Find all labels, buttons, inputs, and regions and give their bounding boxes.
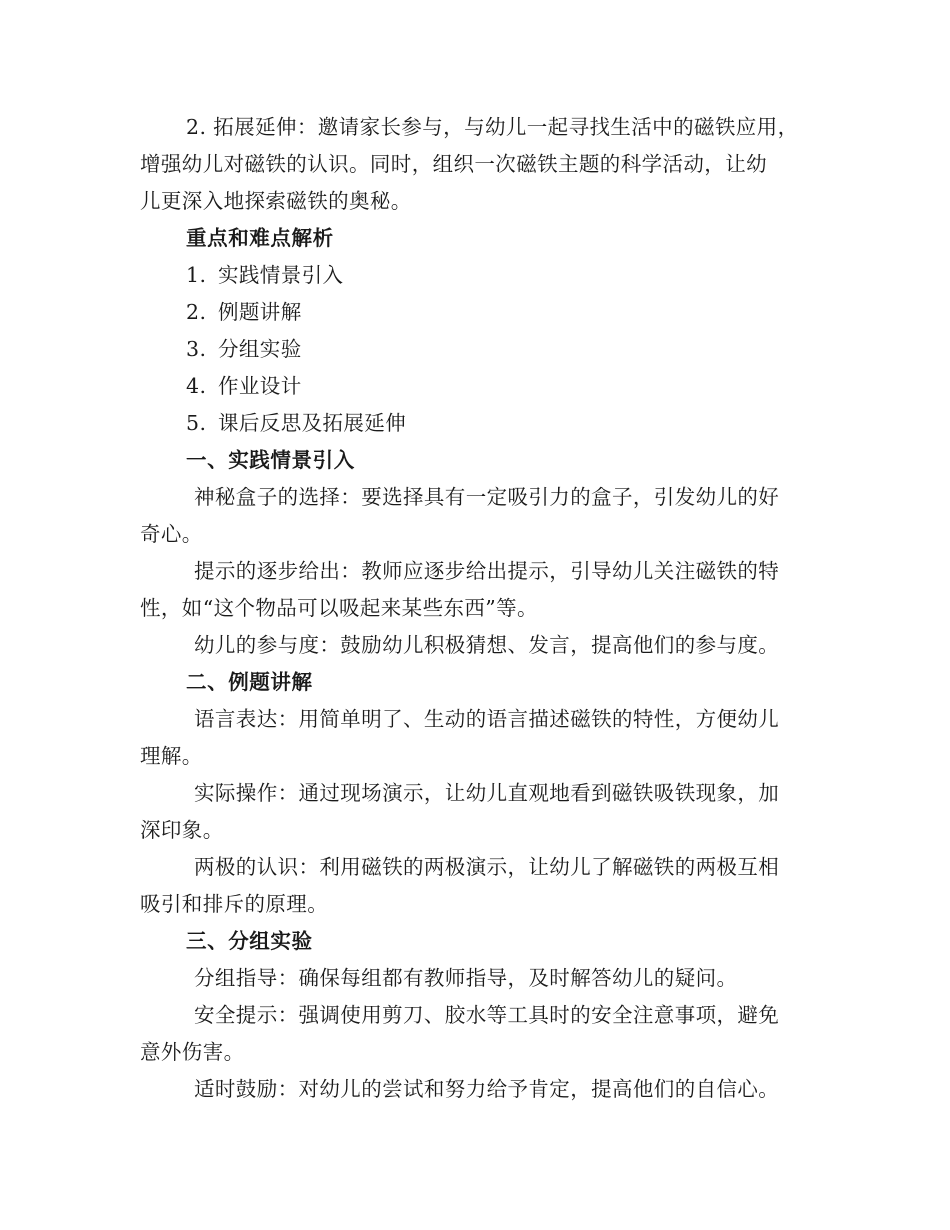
section-1-paragraph-1-line-1: 神秘盒子的选择：要选择具有一定吸引力的盒子，引发幼儿的好	[194, 485, 780, 509]
list-item-number: 5.	[186, 411, 207, 435]
list-item-text: 作业设计	[218, 374, 302, 398]
section-3-paragraph-1-line-1: 分组指导：确保每组都有教师指导，及时解答幼儿的疑问。	[194, 966, 738, 990]
list-item-number: 4.	[186, 374, 207, 398]
section-2-paragraph-3-line-2: 吸引和排斥的原理。	[140, 892, 329, 916]
list-item-text: 例题讲解	[218, 300, 302, 324]
section-2-paragraph-3-line-1: 两极的认识：利用磁铁的两极演示，让幼儿了解磁铁的两极互相	[194, 855, 780, 879]
list-item-number: 1.	[186, 263, 207, 287]
extension-line-1: 2. 拓展延伸：邀请家长参与，与幼儿一起寻找生活中的磁铁应用，	[186, 115, 799, 139]
section-1-paragraph-2-line-2: 性，如“这个物品可以吸起来某些东西”等。	[140, 596, 538, 620]
section-2-paragraph-2-line-2: 深印象。	[140, 818, 224, 842]
list-item-text: 实践情景引入	[218, 263, 344, 287]
section-2-paragraph-1-line-2: 理解。	[140, 744, 203, 768]
section-2-paragraph-2-line-1: 实际操作：通过现场演示，让幼儿直观地看到磁铁吸铁现象，加	[194, 781, 780, 805]
section-1-heading: 一、实践情景引入	[186, 448, 355, 472]
section-2-heading: 二、例题讲解	[186, 670, 313, 694]
section-1-paragraph-3-line-1: 幼儿的参与度：鼓励幼儿积极猜想、发言，提高他们的参与度。	[194, 633, 780, 657]
section-2-paragraph-1-line-1: 语言表达：用简单明了、生动的语言描述磁铁的特性，方便幼儿	[194, 707, 780, 731]
list-item	[186, 336, 302, 362]
section-3-heading: 三、分组实验	[186, 929, 313, 953]
section-3-paragraph-3-line-1: 适时鼓励：对幼儿的尝试和努力给予肯定，提高他们的自信心。	[194, 1077, 780, 1101]
list-item-text: 分组实验	[218, 337, 302, 361]
section-3-paragraph-2-line-1: 安全提示：强调使用剪刀、胶水等工具时的安全注意事项，避免	[194, 1003, 780, 1027]
section-1-paragraph-1-line-2: 奇心。	[140, 522, 203, 546]
section-3-paragraph-2-line-2: 意外伤害。	[140, 1040, 245, 1064]
list-item	[186, 410, 406, 436]
list-item-number: 3.	[186, 337, 207, 361]
analysis-title: 重点和难点解析	[186, 226, 334, 250]
list-item	[186, 262, 343, 288]
extension-line-3: 儿更深入地探索磁铁的奥秘。	[140, 189, 412, 213]
list-item	[186, 373, 302, 399]
list-item-text: 课后反思及拓展延伸	[218, 411, 407, 435]
list-item	[186, 299, 302, 325]
list-item-number: 2.	[186, 300, 207, 324]
section-1-paragraph-2-line-1: 提示的逐步给出：教师应逐步给出提示，引导幼儿关注磁铁的特	[194, 559, 780, 583]
extension-line-2: 增强幼儿对磁铁的认识。同时，组织一次磁铁主题的科学活动，让幼	[140, 152, 767, 176]
